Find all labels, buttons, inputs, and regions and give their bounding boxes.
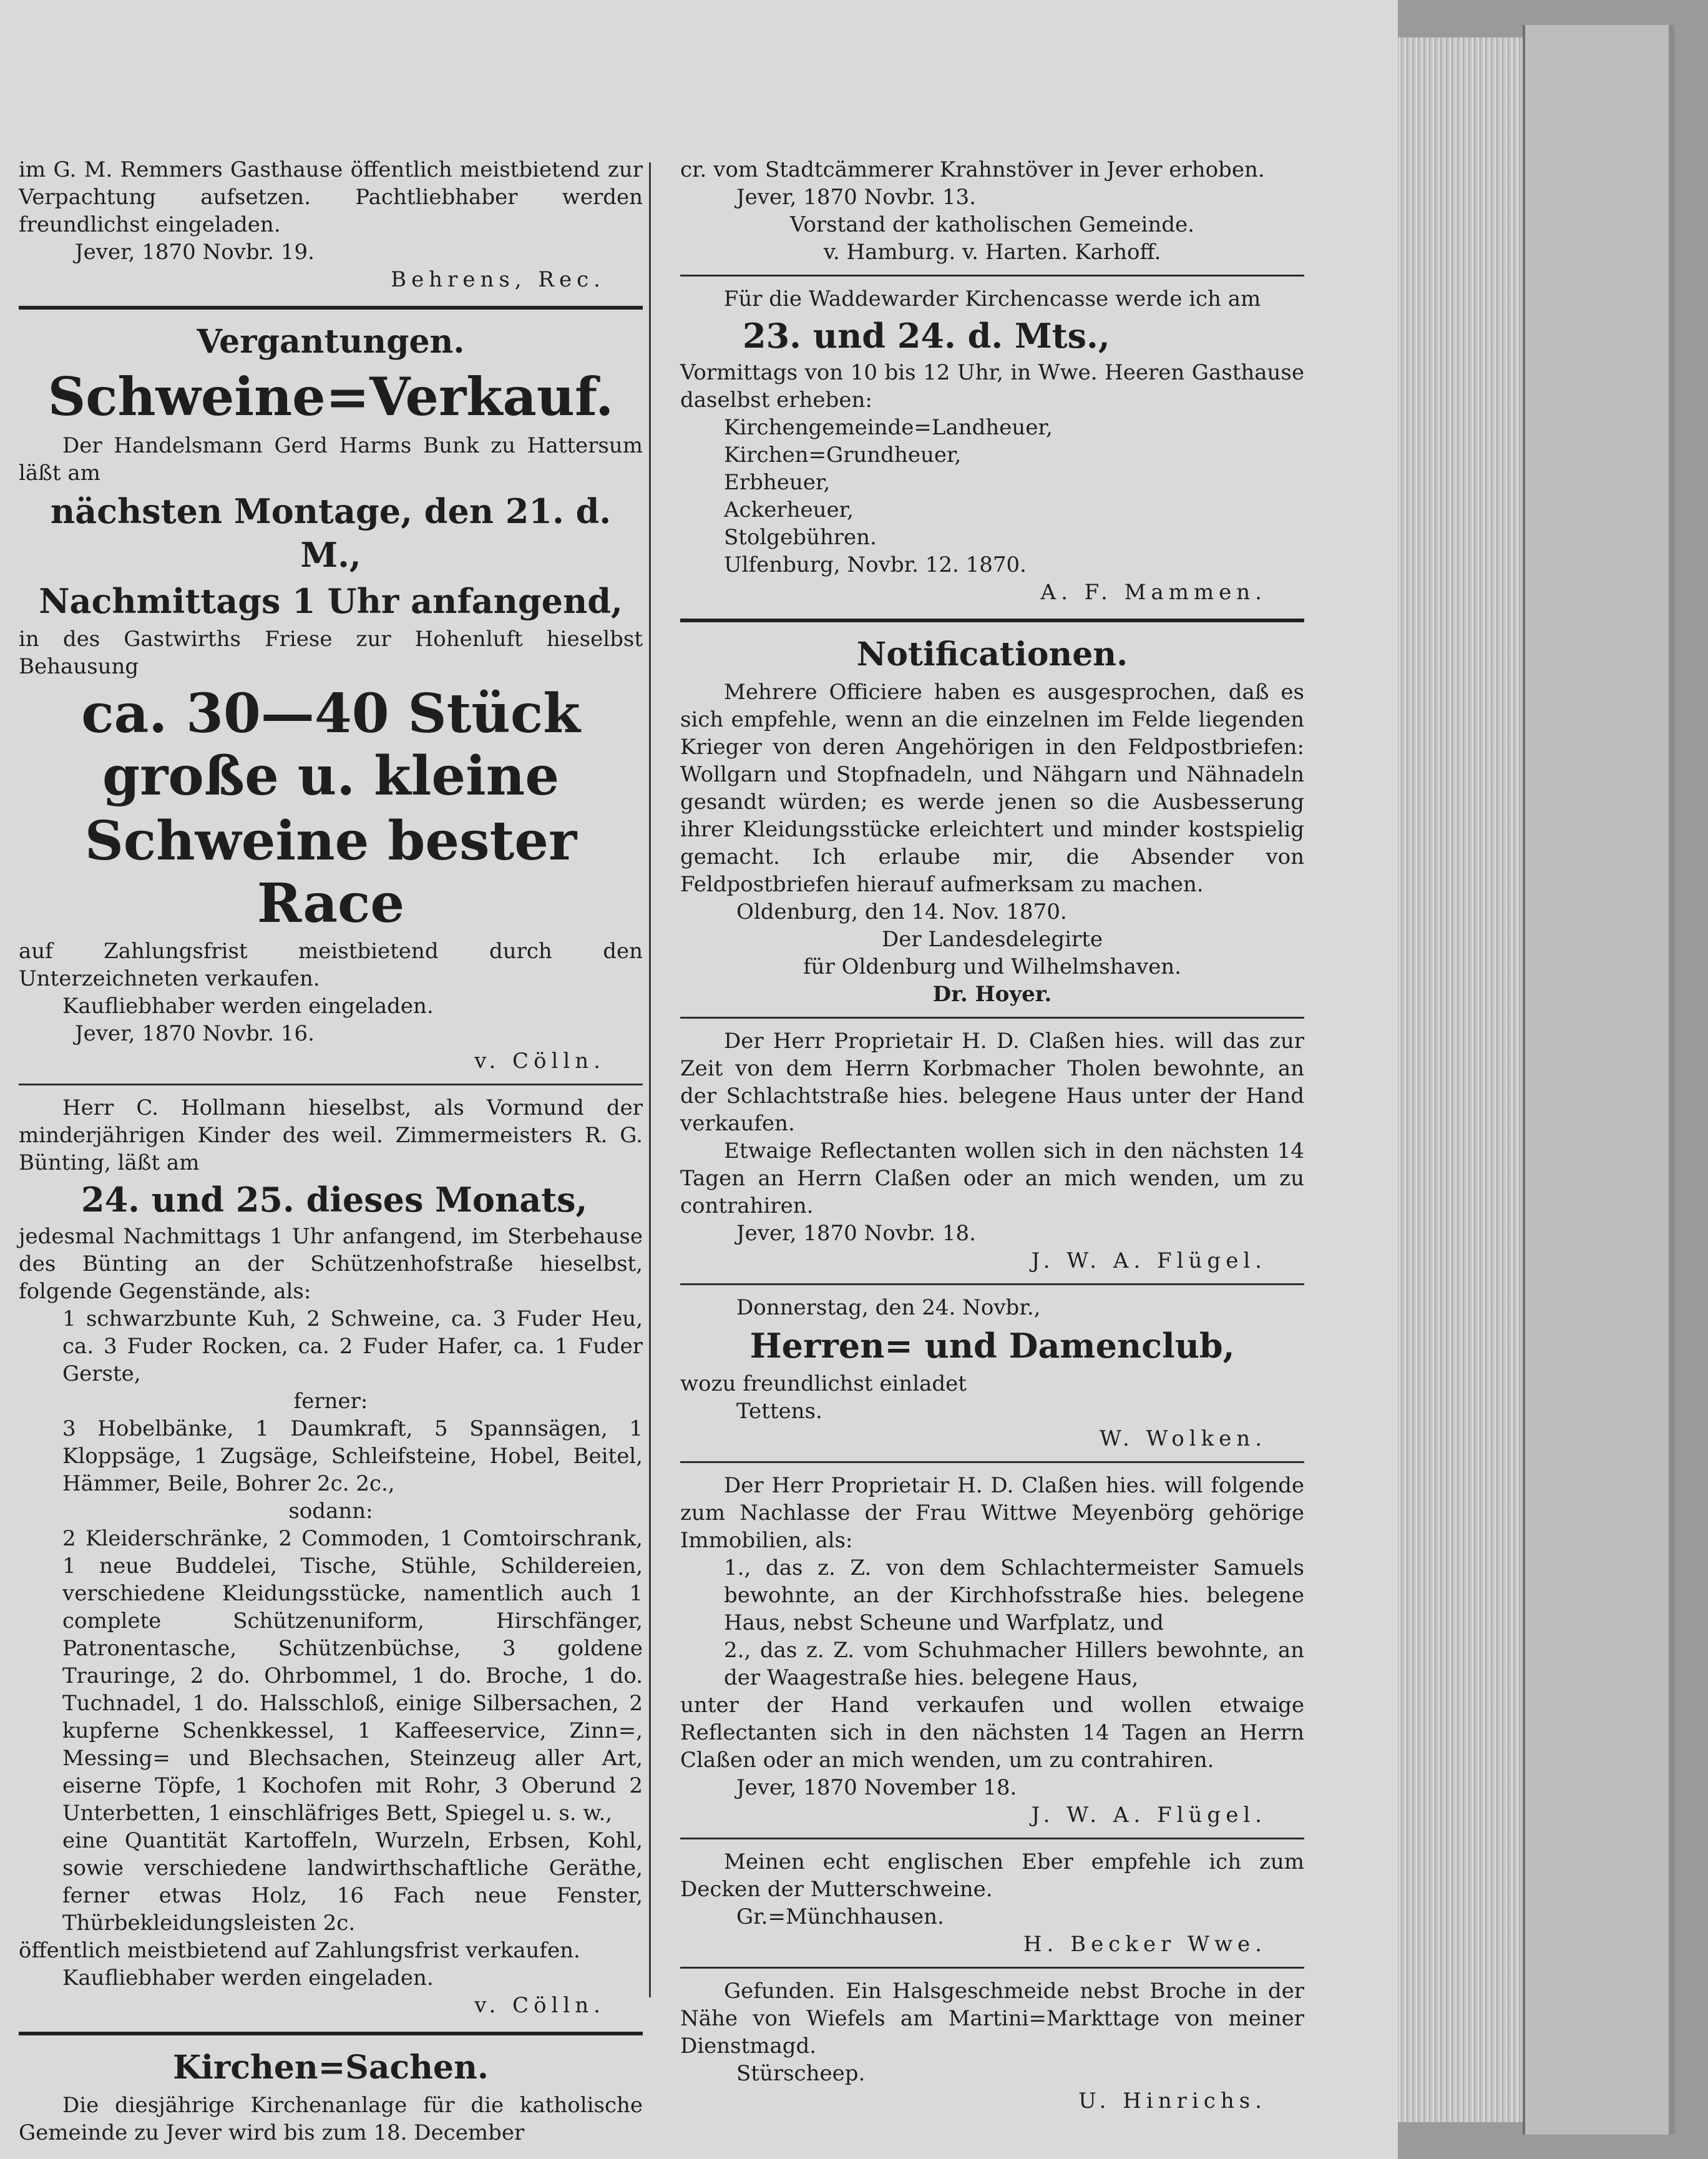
hollmann-text-3: öffentlich meistbietend auf Zahlungsfrist verkaufen. (19, 1938, 580, 1963)
intro-text: im G. M. Remmers Gasthause öffentlich meistbietend zur Verpachtung aufsetzen. Pachtliebhaber werden freundlichst eingeladen. (19, 157, 643, 237)
classen-2-item-2: 2., das z. Z. vom Schuhmacher Hillers bewohnte, an der Waagestraße hies. belegene Haus, (724, 1638, 1304, 1690)
section-rule (680, 619, 1304, 622)
wadde-item: Kirchen=Grundheuer, (724, 443, 962, 468)
found-text: Gefunden. Ein Halsgeschmeide nebst Broche in der Nähe von Wiefels am Martini=Markttage von meiner Dienstmagd. (680, 1979, 1304, 2059)
ad-rule (680, 1283, 1304, 1285)
hollmann-text-2: jedesmal Nachmittags 1 Uhr anfangend, im Sterbehause des Bünting an der Schützenhofstraße hieselbst, folgende Gegenstände, als: (19, 1224, 643, 1304)
left-column (19, 156, 643, 2147)
pig-time-headline: Nachmittags 1 Uhr anfangend, (39, 581, 623, 621)
church-section-title: Kirchen=Sachen. (173, 2049, 489, 2087)
pig-sale-title: Schweine=Verkauf. (47, 366, 614, 428)
church-names: v. Hamburg. v. Harten. Karhoff. (823, 240, 1161, 265)
pig-text-1: Der Handelsmann Gerd Harms Bunk zu Hattersum läßt am (19, 433, 643, 486)
wadde-item: Stolgebühren. (724, 525, 877, 550)
club-title: Herren= und Damenclub, (749, 1326, 1235, 1366)
pig-race-headline: Schweine bester Race (84, 810, 577, 935)
section-rule (19, 2032, 643, 2035)
pig-place-date: Jever, 1870 Novbr. 16. (75, 1021, 315, 1046)
ad-rule (680, 275, 1304, 277)
found-place: Stürscheep. (736, 2061, 866, 2086)
wadde-item: Kirchengemeinde=Landheuer, (724, 415, 1053, 440)
ad-rule (680, 1461, 1304, 1463)
wadde-text-1: Für die Waddewarder Kirchencasse werde ich am (723, 286, 1261, 311)
notifications-date: Oldenburg, den 14. Nov. 1870. (736, 899, 1067, 924)
classen-2-text: Der Herr Proprietair H. D. Claßen hies. will folgende zum Nachlasse der Frau Wittwe Meyenbörg gehörige Immobilien, als: (680, 1473, 1304, 1553)
classen-2-item-1: 1., das z. Z. von dem Schlachtermeister Samuels bewohnte, an der Kirchhofsstraße hies. belegene Haus, nebst Scheune und Warfplatz, und (724, 1555, 1304, 1635)
club-signature: W. Wolken. (1099, 1426, 1267, 1451)
hollmann-invite: Kaufliebhaber werden eingeladen. (62, 1966, 434, 1990)
classen-2-text-2: unter der Hand verkaufen und wollen etwaige Reflectanten sich in den nächsten 14 Tagen an Herrn Claßen oder an mich wenden, um zu contrahiren. (680, 1693, 1304, 1773)
pig-text-2: in des Gastwirths Friese zur Hohenluft hieselbst Behausung (19, 627, 643, 679)
pig-invite: Kaufliebhaber werden eingeladen. (62, 994, 434, 1019)
pig-count-headline: ca. 30—40 Stück große u. kleine (81, 682, 580, 808)
book-cover-board (1523, 25, 1675, 2135)
found-signature: U. Hinrichs. (1078, 2088, 1267, 2113)
hollmann-ferner: ferner: (293, 1389, 368, 1414)
classen-1-text: Der Herr Proprietair H. D. Claßen hies. will das zur Zeit von dem Herrn Korbmacher Tholen bewohnte, an der Schlachtstraße hies. belegene Haus unter der Hand verkaufen. (680, 1029, 1304, 1136)
boar-place: Gr.=Münchhausen. (736, 1904, 944, 1929)
pig-signature: v. Cölln. (474, 1049, 605, 1074)
hollmann-date-headline: 24. und 25. dieses Monats, (81, 1180, 588, 1220)
intro-date: Jever, 1870 Novbr. 19. (75, 240, 315, 265)
club-place: Tettens. (736, 1399, 822, 1424)
notifications-title: Notificationen. (856, 635, 1128, 673)
pig-text-3: auf Zahlungsfrist meistbietend durch den Unterzeichneten verkaufen. (19, 939, 643, 991)
wadde-signature: A. F. Mammen. (1040, 580, 1267, 605)
classen-1-date: Jever, 1870 Novbr. 18. (736, 1221, 976, 1246)
classen-2-date: Jever, 1870 November 18. (736, 1775, 1017, 1800)
club-date: Donnerstag, den 24. Novbr., (736, 1295, 1041, 1320)
wadde-item: Erbheuer, (724, 470, 831, 495)
boar-signature: H. Becker Wwe. (1023, 1932, 1267, 1957)
column-divider (649, 162, 651, 1997)
ad-rule (680, 1017, 1304, 1019)
hollmann-items-tools: 3 Hobelbänke, 1 Daumkraft, 5 Spannsägen, 1 Kloppsäge, 1 Zugsäge, Schleifsteine, Hobel, Beitel, Hämmer, Beile, Bohrer 2c. 2c., (62, 1416, 643, 1496)
notifications-signature: Dr. Hoyer. (932, 982, 1052, 1007)
notifications-text: Mehrere Officiere haben es ausgesprochen, daß es sich empfehle, wenn an die einzelnen im Felde liegenden Krieger von deren Angehörigen in den Feldpostbriefen: Wollgarn und Stopfnadeln, und Nähgarn und Nähnadeln gesandt würden; es werde jenen so die Ausbesserung ihrer Kleidungsstücke erleichtert und minder kostspielig gemacht. Ich erlaube mir, die Absender von Feldpostbriefen hierauf aufmerksam zu machen. (680, 680, 1304, 897)
church-text: Die diesjährige Kirchenanlage für die katholische Gemeinde zu Jever wird bis zum 18. December (19, 2093, 643, 2145)
right-column (680, 156, 1304, 2115)
wadde-date: Ulfenburg, Novbr. 12. 1870. (724, 552, 1027, 577)
boar-text: Meinen echt englischen Eber empfehle ich zum Decken der Mutterschweine. (680, 1849, 1304, 1902)
hollmann-sodann: sodann: (288, 1499, 373, 1524)
hollmann-signature: v. Cölln. (474, 1993, 605, 2018)
notifications-office-1: Der Landesdelegirte (881, 927, 1103, 952)
ad-rule (680, 1967, 1304, 1969)
classen-1-text-2: Etwaige Reflectanten wollen sich in den nächsten 14 Tagen an Herrn Claßen oder an mich wenden, um zu contrahiren. (680, 1138, 1304, 1218)
church-date: Jever, 1870 Novbr. 13. (736, 185, 976, 210)
book-page-edges (1398, 37, 1523, 2122)
intro-signature: Behrens, Rec. (391, 267, 605, 292)
church-continued: cr. vom Stadtcämmerer Krahnstöver in Jever erhoben. (680, 157, 1265, 182)
classen-2-signature: J. W. A. Flügel. (1031, 1803, 1267, 1828)
wadde-text-2: Vormittags von 10 bis 12 Uhr, in Wwe. Heeren Gasthause daselbst erheben: (680, 360, 1304, 413)
hollmann-items-livestock: 1 schwarzbunte Kuh, 2 Schweine, ca. 3 Fuder Heu, ca. 3 Fuder Rocken, ca. 2 Fuder Hafer, ca. 1 Fuder Gerste, (62, 1306, 643, 1386)
hollmann-items-produce: eine Quantität Kartoffeln, Wurzeln, Erbsen, Kohl, sowie verschiedene landwirthschaftliche Geräthe, ferner etwas Holz, 16 Fach neue Fenster, Thürbekleidungsleisten 2c. (62, 1828, 643, 1936)
pig-date-headline: nächsten Montage, den 21. d. M., (50, 491, 612, 575)
hollmann-items-household: 2 Kleiderschränke, 2 Commoden, 1 Comtoirschrank, 1 neue Buddelei, Tische, Stühle, Schildereien, verschiedene Kleidungsstücke, namentlich auch 1 complete Schützenuniform, Hirschfänger, Patronentasche, Schützenbüchse, 3 goldene Trauringe, 2 do. Ohrbommel, 1 do. Broche, 1 do. Tuchnadel, 1 do. Halsschloß, einige Silbersachen, 2 kupferne Schenkkessel, 1 Kaffeeservice, Zinn=, Messing= und Blechsachen, Steinzeug aller Art, eiserne Töpfe, 1 Kochofen mit Rohr, 3 Oberund 2 Unterbetten, 1 einschläfriges Bett, Spiegel u. s. w., (62, 1526, 643, 1826)
section-title-vergantungen: Vergantungen. (197, 323, 465, 361)
ad-rule (680, 1838, 1304, 1839)
church-board: Vorstand der katholischen Gemeinde. (790, 212, 1194, 237)
section-rule (19, 306, 643, 310)
hollmann-text-1: Herr C. Hollmann hieselbst, als Vormund der minderjährigen Kinder des weil. Zimmermeisters R. G. Bünting, läßt am (19, 1095, 643, 1175)
ad-rule (19, 1084, 643, 1085)
club-text: wozu freundlichst einladet (680, 1371, 967, 1396)
classen-1-signature: J. W. A. Flügel. (1031, 1248, 1267, 1273)
wadde-item: Ackerheuer, (724, 497, 854, 522)
wadde-date-headline: 23. und 24. d. Mts., (743, 316, 1110, 356)
notifications-office-2: für Oldenburg und Wilhelmshaven. (803, 954, 1181, 979)
